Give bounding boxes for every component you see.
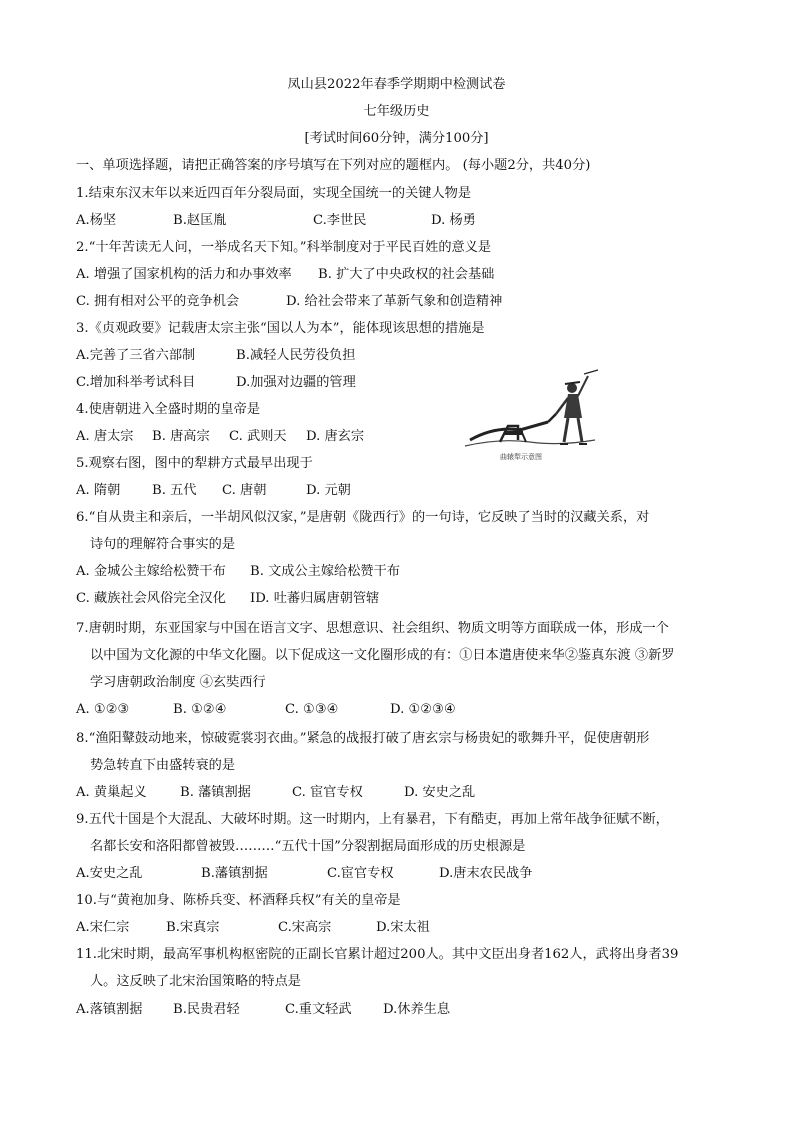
question-stem: 1.结束东汉末年以来近四百年分裂局面，实现全国统一的关键人物是 xyxy=(76,186,472,201)
option-b: B. 扩大了中央政权的社会基础 xyxy=(318,267,495,282)
option-d: ID. 吐蕃归属唐朝管辖 xyxy=(250,591,380,606)
figure-caption: 曲辕犁示意图 xyxy=(500,453,542,461)
option-b: B.藩镇割据 xyxy=(201,866,268,881)
question-stem: 5.观察右图，图中的犁耕方式最早出现于 xyxy=(76,456,313,471)
option-b: B.民贵君轻 xyxy=(173,1002,240,1017)
option-c: C.宦官专权 xyxy=(327,866,394,881)
option-a: A. 隋朝 xyxy=(76,483,121,498)
option-c: C. ①③④ xyxy=(285,702,339,717)
option-b: B. ①②④ xyxy=(173,702,227,717)
option-b: B. 唐高宗 xyxy=(152,429,210,444)
option-c: C. 唐朝 xyxy=(222,483,267,498)
option-c: C.重文轻武 xyxy=(285,1002,352,1017)
option-d: D.加强对边疆的管理 xyxy=(236,375,356,390)
option-a: A. 金城公主嫁给松赞干布 xyxy=(76,564,226,579)
option-b: B. 藩镇割据 xyxy=(180,785,251,800)
option-d: D. 杨勇 xyxy=(431,213,476,228)
option-a: A.杨坚 xyxy=(76,213,117,228)
question-stem-cont: 以中国为文化源的中华文化圈。以下促成这一文化圈形成的有：①日本遣唐使来华②鉴真东渡 ③新罗 xyxy=(90,648,675,663)
question-stem: 2.“十年苦读无人问，一举成名天下知。”科举制度对于平民百姓的意义是 xyxy=(76,240,492,255)
option-d: D.唐末农民战争 xyxy=(439,866,533,881)
question-stem-cont: 学习唐朝政治制度 ④玄奘西行 xyxy=(90,675,266,690)
question-stem-cont: 诗句的理解符合事实的是 xyxy=(90,537,236,552)
option-b: B. 五代 xyxy=(152,483,197,498)
option-c: C. 宦官专权 xyxy=(292,785,363,800)
option-a: A.完善了三省六部制 xyxy=(76,348,196,363)
option-c: C. 武则天 xyxy=(229,429,287,444)
option-a: A. 黄巢起义 xyxy=(76,785,147,800)
option-b: B. 文成公主嫁给松赞干布 xyxy=(250,564,400,579)
option-a: A. 唐太宗 xyxy=(76,429,134,444)
option-c: C.增加科举考试科目 xyxy=(76,375,196,390)
option-b: B.赵匡胤 xyxy=(173,213,227,228)
question-stem: 11.北宋时期，最高军事机构枢密院的正副长官累计超过200人。其中文臣出身者162人，武将出身者39 xyxy=(76,947,679,962)
option-d: D. ①②③④ xyxy=(390,702,456,717)
option-d: D. 给社会带来了革新气象和创造精神 xyxy=(286,294,503,309)
question-stem: 6.“自从贵主和亲后，一半胡风似汉家，”是唐朝《陇西行》的一句诗，它反映了当时的汉藏关系，对 xyxy=(76,510,650,525)
question-stem: 10.与“黄袍加身、陈桥兵变、杯酒释兵权”有关的皇帝是 xyxy=(76,893,401,908)
question-stem: 3.《贞观政要》记载唐太宗主张“国以人为本”，能体现该思想的措施是 xyxy=(76,321,485,336)
exam-info: [考试时间60分钟，满分100分] xyxy=(304,131,489,146)
option-a: A.安史之乱 xyxy=(76,866,143,881)
option-d: D. 元朝 xyxy=(306,483,351,498)
option-c: C. 藏族社会风俗完全汉化 xyxy=(76,591,226,606)
option-d: D.宋太祖 xyxy=(376,920,430,935)
subject-title: 七年级历史 xyxy=(363,104,430,119)
question-stem: 7.唐朝时期，东亚国家与中国在语言文字、思想意识、社会组织、物质文明等方面联成一体，形成一个 xyxy=(76,621,669,636)
option-c: C.宋高宗 xyxy=(278,920,332,935)
option-a: A. ①②③ xyxy=(76,702,130,717)
question-stem-cont: 名都长安和洛阳都曾被毁………“五代十国”分裂割据局面形成的历史根源是 xyxy=(90,839,526,854)
option-b: B.宋真宗 xyxy=(166,920,220,935)
section-heading: 一、单项选择题，请把正确答案的序号填写在下列对应的题框内。 (每小题2分，共40分) xyxy=(76,158,591,173)
option-d: D. 安史之乱 xyxy=(404,785,476,800)
exam-title: 凤山县2022年春季学期期中检测试卷 xyxy=(287,77,506,92)
question-stem: 4.使唐朝进入全盛时期的皇帝是 xyxy=(76,402,261,417)
option-d: D. 唐玄宗 xyxy=(306,429,365,444)
option-c: C. 拥有相对公平的竞争机会 xyxy=(76,294,240,309)
question-stem-cont: 势急转直下由盛转衰的是 xyxy=(90,758,236,773)
option-d: D.休养生息 xyxy=(383,1002,451,1017)
question-stem-cont: 人。这反映了北宋治国策略的特点是 xyxy=(90,974,301,989)
option-a: A.宋仁宗 xyxy=(76,920,130,935)
option-a: A.落镇割据 xyxy=(76,1002,143,1017)
option-a: A. 增强了国家机构的活力和办事效率 xyxy=(76,267,292,282)
question-stem: 8.“渔阳鼙鼓动地来，惊破霓裳羽衣曲。”紧急的战报打破了唐玄宗与杨贵妃的歌舞升平，促使唐朝形 xyxy=(76,731,650,746)
option-b: B.减轻人民劳役负担 xyxy=(236,348,356,363)
option-c: C.李世民 xyxy=(313,213,367,228)
question-stem: 9.五代十国是个大混乱、大破坏时期。这一时期内，上有暴君，下有酷吏，再加上常年战争征赋不断， xyxy=(76,812,669,827)
